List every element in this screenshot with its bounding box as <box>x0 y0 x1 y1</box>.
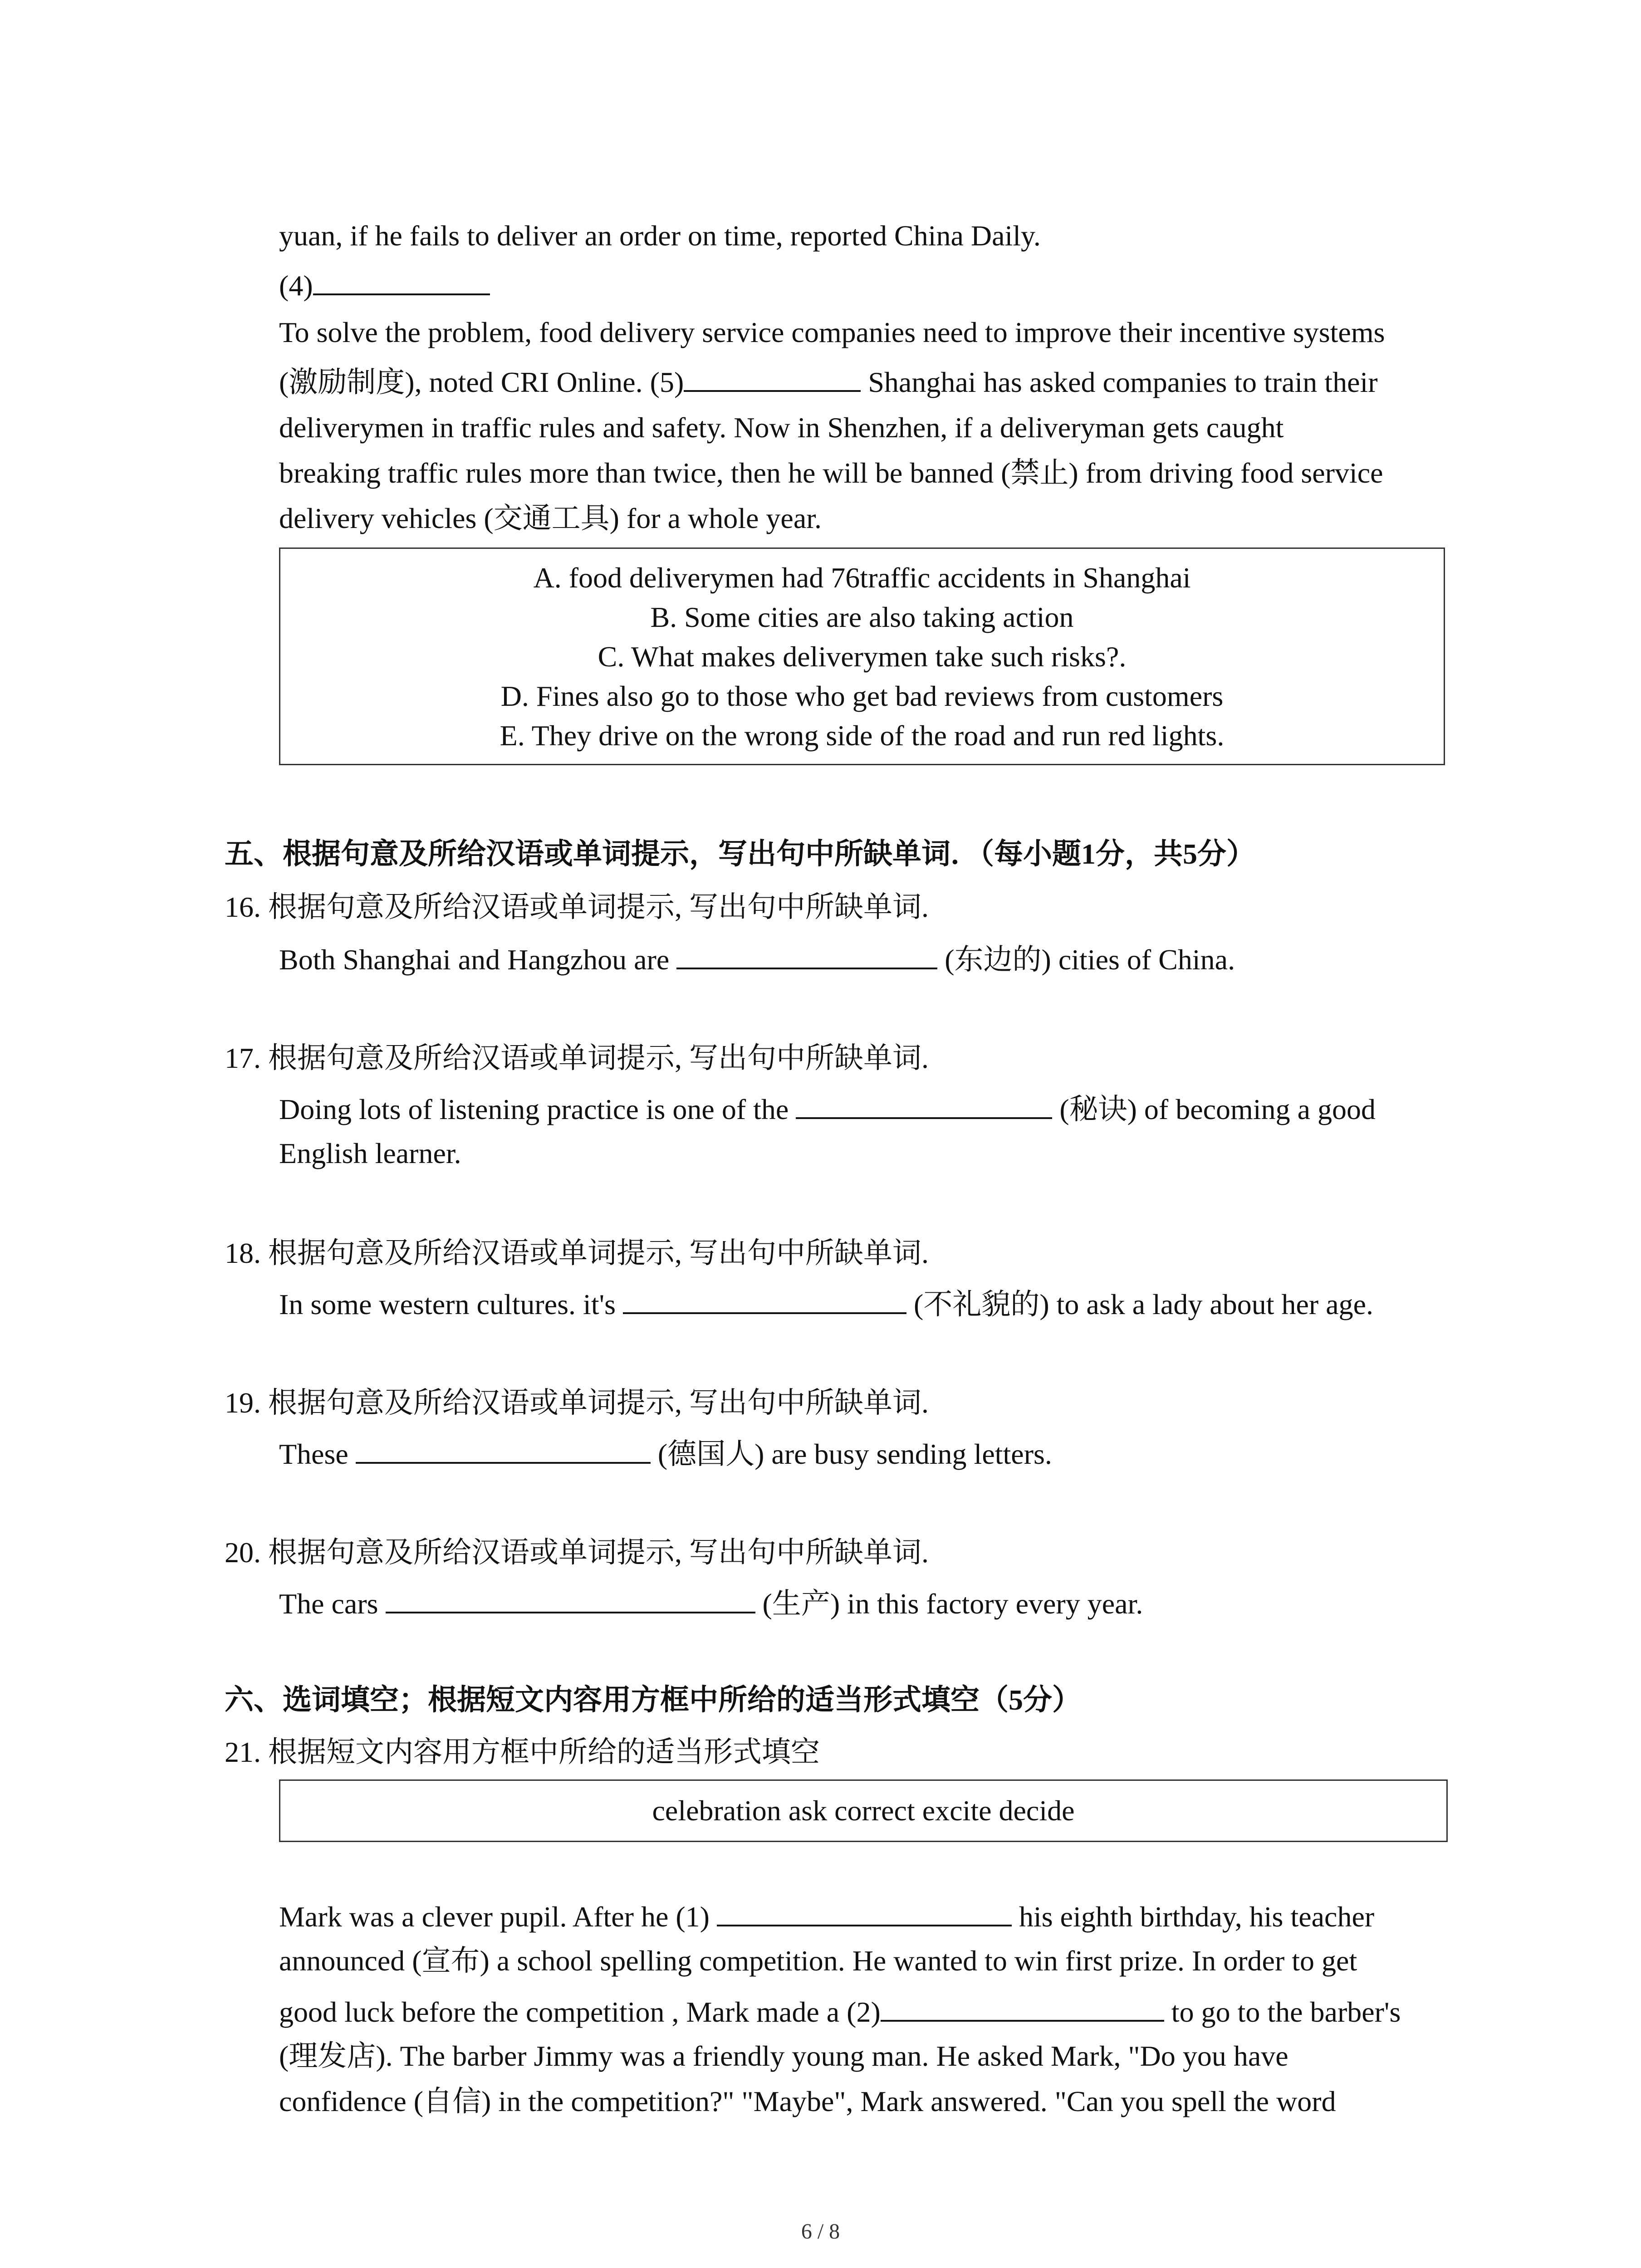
cloze-line: Mark was a clever pupil. After he (1) his eighth birthday, his teacher <box>279 1897 1374 1935</box>
passage-line: yuan, if he fails to deliver an order on time, reported China Daily. <box>279 220 1041 252</box>
question-instruction: 根据句意及所给汉语或单词提示, 写出句中所缺单词. <box>268 1042 929 1074</box>
word-box: celebration ask correct excite decide <box>279 1779 1448 1842</box>
passage-line: (激励制度), noted CRI Online. (5) Shanghai has asked companies to train their <box>279 363 1378 401</box>
question-16-sentence: Both Shanghai and Hangzhou are (东边的) cities of China. <box>279 940 1235 978</box>
answer-blank[interactable] <box>796 1090 1052 1119</box>
question-19 <box>225 1385 929 1421</box>
question-18 <box>225 1235 929 1271</box>
question-17-sentence-cont: English learner. <box>279 1137 461 1169</box>
answer-blank[interactable] <box>386 1584 755 1613</box>
section-6-heading: 六、选词填空；根据短文内容用方框中所给的适当形式填空（5分） <box>225 1684 1081 1716</box>
answer-blank[interactable] <box>717 1897 1012 1926</box>
options-box <box>279 547 1445 765</box>
cloze-line: (理发店). The barber Jimmy was a friendly young man. He asked Mark, "Do you have <box>279 2040 1288 2072</box>
question-number: 16. <box>225 891 261 923</box>
option-a: A. food deliverymen had 76traffic accidents in Shanghai <box>533 562 1191 594</box>
question-number: 19. <box>225 1387 261 1419</box>
question-number: 17. <box>225 1042 261 1074</box>
passage-line: To solve the problem, food delivery service companies need to improve their incentive systems <box>279 316 1385 348</box>
answer-blank[interactable] <box>881 1993 1164 2022</box>
option-b: B. Some cities are also taking action <box>650 601 1074 633</box>
answer-blank[interactable] <box>676 940 937 969</box>
page-number: 6 / 8 <box>801 2219 840 2244</box>
option-d: D. Fines also go to those who get bad reviews from customers <box>500 680 1224 712</box>
question-number: 20. <box>225 1536 261 1569</box>
question-instruction: 根据短文内容用方框中所给的适当形式填空 <box>268 1736 820 1768</box>
answer-blank[interactable] <box>313 266 490 295</box>
question-instruction: 根据句意及所给汉语或单词提示, 写出句中所缺单词. <box>268 1237 929 1269</box>
cloze-line: announced (宣布) a school spelling competition. He wanted to win first prize. In order to get <box>279 1945 1357 1977</box>
question-20-sentence: The cars (生产) in this factory every year. <box>279 1584 1143 1622</box>
cloze-line: good luck before the competition , Mark made a (2) to go to the barber's <box>279 1993 1401 2030</box>
question-20 <box>225 1535 929 1571</box>
question-21 <box>225 1734 820 1770</box>
question-18-sentence: In some western cultures. it's (不礼貌的) to ask a lady about her age. <box>279 1285 1373 1323</box>
question-number: 21. <box>225 1736 261 1768</box>
question-instruction: 根据句意及所给汉语或单词提示, 写出句中所缺单词. <box>268 1536 929 1569</box>
question-number: 18. <box>225 1237 261 1269</box>
question-17 <box>225 1040 929 1076</box>
answer-blank[interactable] <box>684 363 861 392</box>
option-e: E. They drive on the wrong side of the road and run red lights. <box>500 719 1225 752</box>
section-5-heading: 五、根据句意及所给汉语或单词提示，写出句中所缺单词．（每小题1分，共5分） <box>225 838 1255 870</box>
question-16 <box>225 889 929 925</box>
option-c: C. What makes deliverymen take such risks?. <box>598 640 1127 673</box>
question-19-sentence: These (德国人) are busy sending letters. <box>279 1435 1052 1472</box>
passage-blank-4: (4) <box>279 266 490 304</box>
answer-blank[interactable] <box>623 1285 906 1314</box>
question-instruction: 根据句意及所给汉语或单词提示, 写出句中所缺单词. <box>268 891 929 923</box>
cloze-line: confidence (自信) in the competition?" "Maybe", Mark answered. "Can you spell the word <box>279 2085 1336 2117</box>
question-instruction: 根据句意及所给汉语或单词提示, 写出句中所缺单词. <box>268 1387 929 1419</box>
passage-line: delivery vehicles (交通工具) for a whole year. <box>279 502 822 534</box>
question-17-sentence: Doing lots of listening practice is one of the (秘诀) of becoming a good <box>279 1090 1376 1128</box>
passage-line: breaking traffic rules more than twice, then he will be banned (禁止) from driving food service <box>279 457 1383 489</box>
passage-line: deliverymen in traffic rules and safety. Now in Shenzhen, if a deliveryman gets caught <box>279 411 1284 444</box>
answer-blank[interactable] <box>356 1435 651 1464</box>
